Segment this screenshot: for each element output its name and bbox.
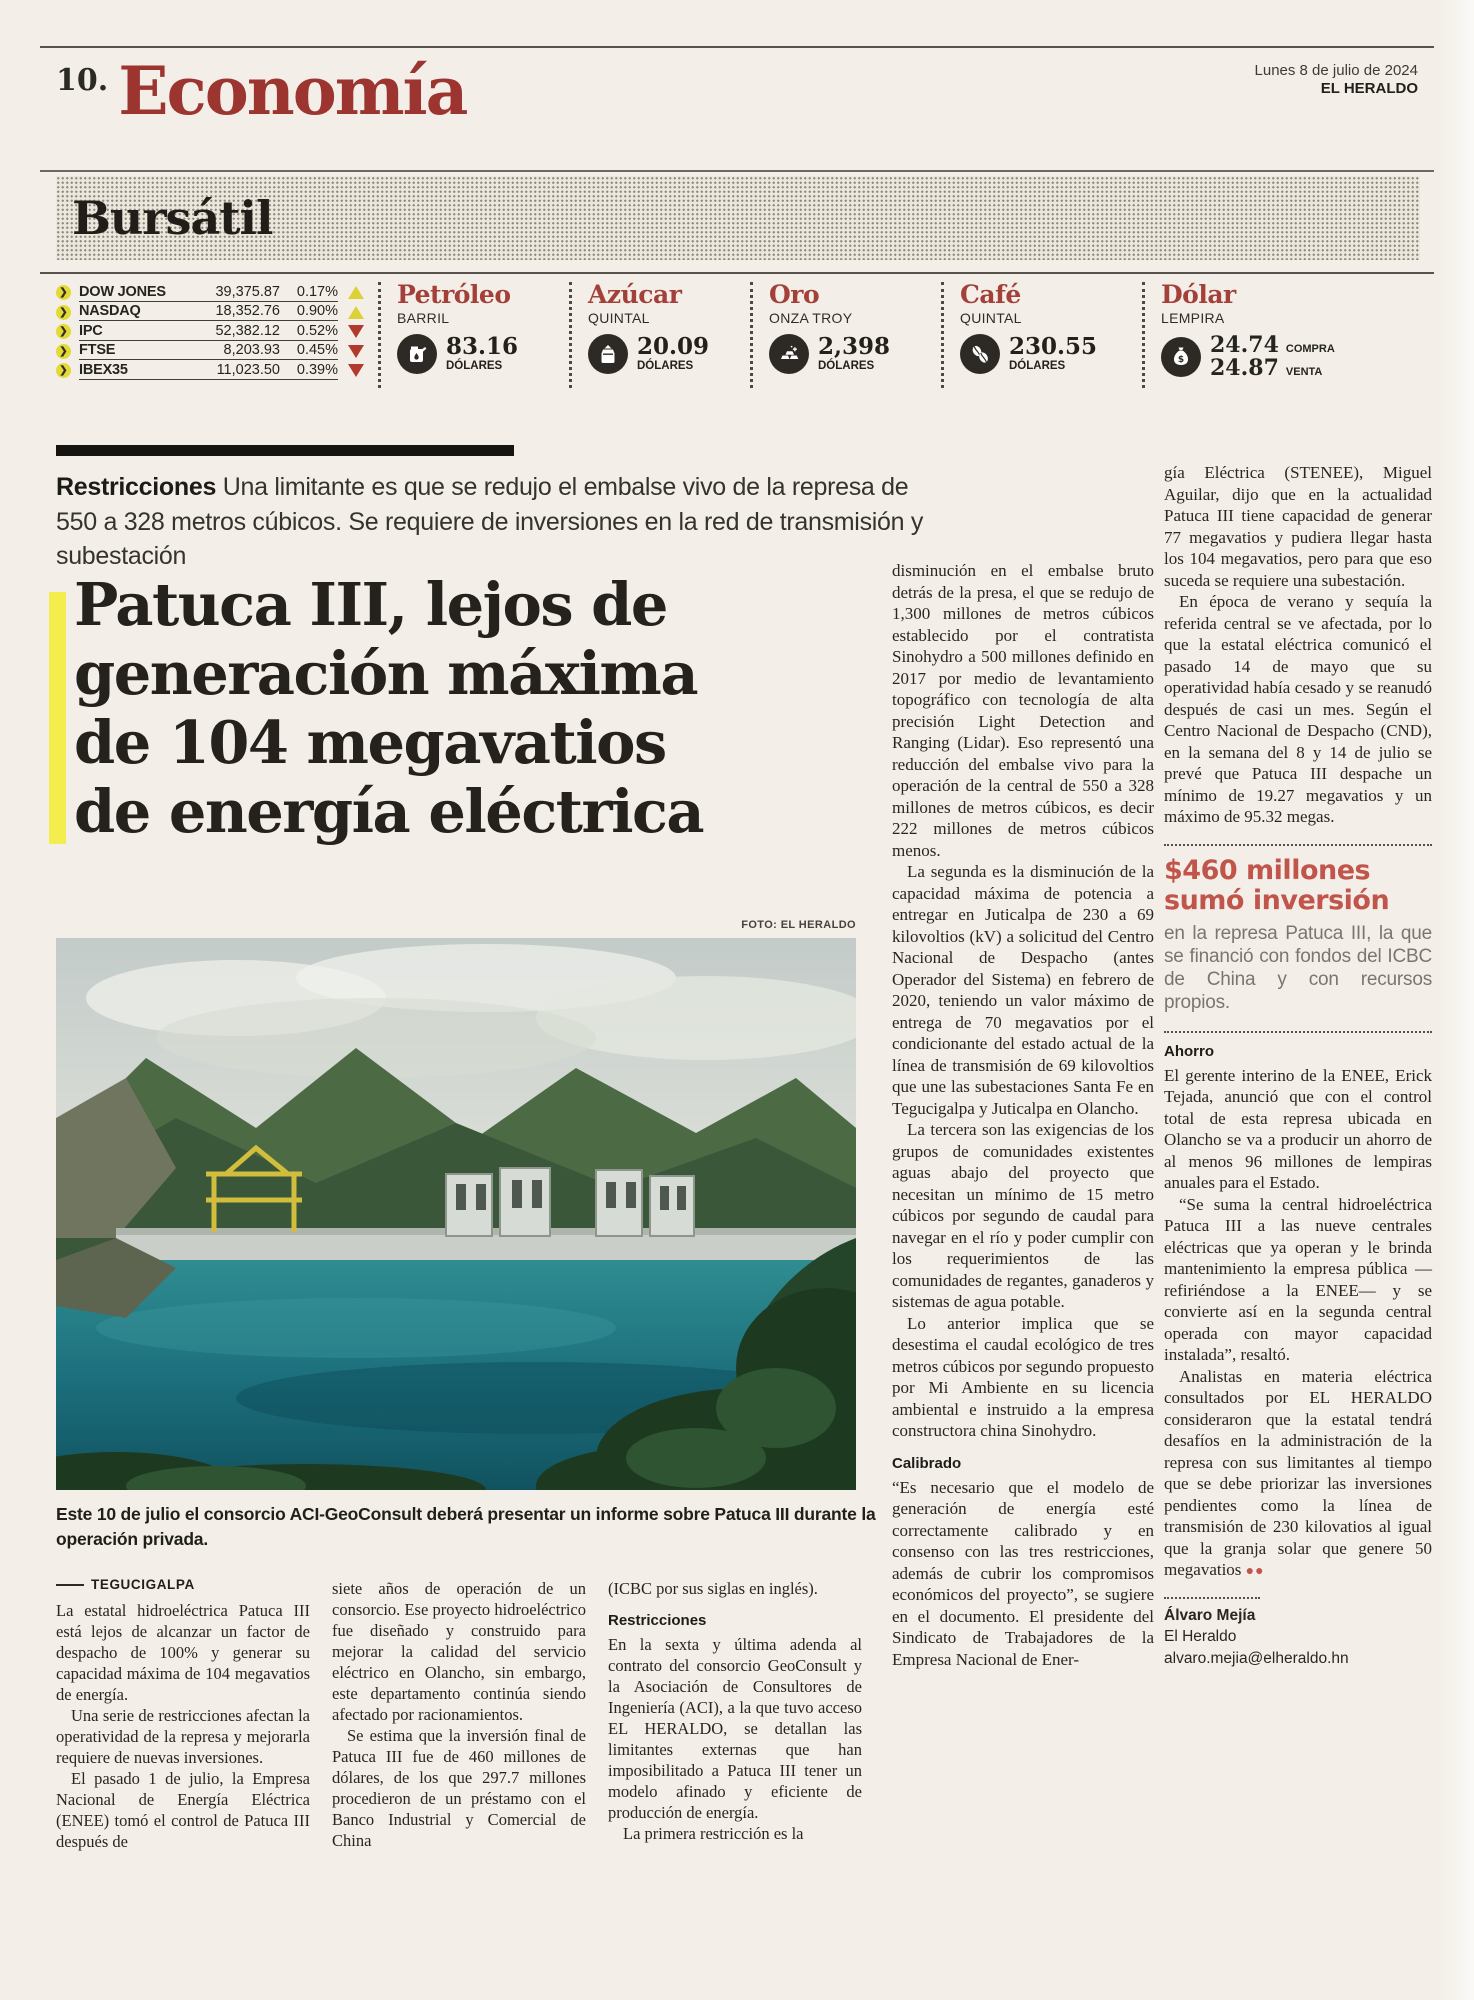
dam-photo bbox=[56, 938, 856, 1490]
index-value: 18,352.76 bbox=[215, 303, 280, 320]
commodity-azucar bbox=[569, 282, 736, 388]
article-column-b bbox=[332, 1578, 586, 1852]
index-change: 0.45% bbox=[296, 342, 338, 359]
top-rule bbox=[40, 46, 1434, 48]
index-value: 39,375.87 bbox=[215, 283, 280, 300]
subhead-restricciones: Restricciones bbox=[608, 1612, 707, 1629]
fx-buy-value: 24.74 bbox=[1210, 332, 1279, 359]
index-change: 0.39% bbox=[296, 361, 338, 378]
markets-strip bbox=[56, 282, 1420, 388]
edition-date: Lunes 8 de julio de 2024 bbox=[1254, 62, 1418, 79]
article-kicker bbox=[56, 470, 940, 574]
chevron-right-icon: ❯ bbox=[56, 363, 71, 378]
index-name: NASDAQ bbox=[79, 303, 141, 320]
table-row bbox=[56, 343, 364, 360]
paragraph: gía Eléctrica (STENEE), Miguel Aguilar, dijo que en la actualidad Patuca III tiene capacidad de generar 77 megavatios y pudiera llegar hasta los 104 megavatios, pero para que eso suceda se requiere una subestación. bbox=[1164, 463, 1432, 590]
paragraph-text: Analistas en materia eléctrica consultados por EL HERALDO consideraron que la estatal tendrá desafíos en la administración de la represa con sus limitantes al tiempo que se debe priorizar las inversiones pendientes como la línea de transmisión de 230 kilovatios al igual que la granja solar que genere 50 megavatios bbox=[1164, 1366, 1432, 1580]
kicker-text: Una limitante es que se redujo el embalse vivo de la represa de 550 a 328 metros cúbicos. Se requiere de inversiones en la red de transmisión y subestación bbox=[56, 473, 924, 570]
index-change: 0.17% bbox=[296, 283, 338, 300]
chevron-right-icon: ❯ bbox=[56, 285, 71, 300]
index-value: 8,203.93 bbox=[223, 342, 280, 359]
header-rule bbox=[40, 170, 1434, 172]
article-column-a bbox=[56, 1578, 310, 1852]
commodity-name: Petróleo bbox=[397, 280, 511, 309]
byline-block bbox=[1164, 1597, 1432, 1670]
headline-line: de energía eléctrica bbox=[74, 777, 704, 847]
commodity-unit: LEMPIRA bbox=[1161, 310, 1225, 327]
chevron-right-icon: ❯ bbox=[56, 344, 71, 359]
commodity-value-label: DÓLARES bbox=[1009, 360, 1066, 373]
commodity-unit: QUINTAL bbox=[588, 310, 650, 327]
bursatil-banner bbox=[56, 176, 1420, 260]
headline-line: Patuca III, lejos de bbox=[74, 570, 667, 639]
commodity-unit: ONZA TROY bbox=[769, 310, 853, 327]
paragraph: (ICBC por sus siglas en inglés). bbox=[608, 1579, 818, 1598]
byline-rule bbox=[1164, 1597, 1260, 1599]
bursatil-title: Bursátil bbox=[72, 191, 273, 245]
paragraph: Se estima que la inversión final de Patuca III fue de 460 millones de dólares, de los que 297.7 millones procedieron de un préstamo con el Banco Industrial y Comercial de China bbox=[332, 1726, 586, 1850]
commodity-value-label: DÓLARES bbox=[637, 360, 694, 373]
article-column-c bbox=[608, 1578, 862, 1852]
commodity-value-label: DÓLARES bbox=[818, 360, 875, 373]
chevron-right-icon: ❯ bbox=[56, 324, 71, 339]
kicker-word: Restricciones bbox=[56, 473, 217, 501]
index-name: DOW JONES bbox=[79, 283, 166, 300]
paper-name: EL HERALDO bbox=[1320, 80, 1418, 97]
paragraph: El pasado 1 de julio, la Empresa Nacional de Energía Eléctrica (ENEE) tomó el control de Patuca III después de bbox=[56, 1768, 310, 1851]
index-name: IBEX35 bbox=[79, 361, 128, 378]
trend-arrow-icon bbox=[348, 364, 364, 377]
dateline-dash bbox=[56, 1584, 84, 1586]
table-row bbox=[56, 323, 364, 340]
trend-arrow-icon bbox=[348, 286, 364, 299]
investment-callout bbox=[1164, 844, 1432, 1033]
stock-indices-table bbox=[56, 282, 364, 388]
paragraph bbox=[1164, 1366, 1432, 1583]
commodity-unit: QUINTAL bbox=[960, 310, 1022, 327]
photo-caption: Este 10 de julio el consorcio ACI-GeoConsult deberá presentar un informe sobre Patuca III durante la operación privada. bbox=[56, 1504, 876, 1550]
paragraph: El gerente interino de la ENEE, Erick Tejada, anunció que con el control total de esta represa ubicada en Olancho se va a producir un ahorro de al menos 96 millones de lempiras anuales para el Estado. bbox=[1164, 1065, 1432, 1193]
commodity-value-label: DÓLARES bbox=[446, 360, 503, 373]
index-value: 52,382.12 bbox=[215, 322, 280, 339]
paragraph: Una serie de restricciones afectan la operatividad de la represa y mejorarla requiere de nuevas inversiones. bbox=[56, 1705, 310, 1767]
byline-author: Álvaro Mejía bbox=[1164, 1606, 1256, 1624]
index-name: FTSE bbox=[79, 342, 116, 359]
fx-buy-label: COMPRA bbox=[1285, 343, 1335, 356]
commodity-value: 230.55 bbox=[1009, 333, 1098, 361]
paragraph: La primera restricción es la bbox=[623, 1824, 804, 1843]
coffee-beans-icon bbox=[960, 334, 1000, 374]
callout-title-line: sumó inversión bbox=[1164, 884, 1390, 916]
page-header bbox=[56, 52, 1418, 130]
commodity-value: 2,398 bbox=[818, 333, 891, 361]
sugar-sack-icon bbox=[588, 334, 628, 374]
subhead-calibrado: Calibrado bbox=[892, 1454, 962, 1472]
paragraph: “Se suma la central hidroeléctrica Patuca III a las nueve centrales eléctricas que ya operan y le brinda mantenimiento la empresa pública —refiriéndose a la ENEE— y se convierte así en la segunda central operada con mayor capacidad instalada”, resaltó. bbox=[1164, 1194, 1432, 1365]
paragraph: En la sexta y última adenda al contrato del consorcio GeoConsult y la Asociación de Consultores de Ingeniería (ACI), a la que tuvo acceso EL HERALDO, se detallan las limitantes externas que han imposibilitado a Patuca III tener un modelo afinado y eficiente de producción de energía. bbox=[608, 1635, 862, 1822]
gold-bars-icon bbox=[769, 334, 809, 374]
fx-sell-value: 24.87 bbox=[1210, 355, 1279, 382]
article-end-mark: ●● bbox=[1245, 1564, 1265, 1580]
dateline-city: TEGUCIGALPA bbox=[91, 1577, 195, 1592]
paragraph: Lo anterior implica que se desestima el caudal ecológico de tres metros cúbicos por segundo propuesto por Mi Ambiente en su licencia ambiental e instruido a la empresa constructora china Sinohydro. bbox=[892, 1313, 1154, 1440]
callout-body: en la represa Patuca III, la que se financió con fondos del ICBC de China y con recursos propios. bbox=[1164, 922, 1432, 1014]
commodity-cafe bbox=[941, 282, 1128, 388]
header-meta bbox=[1255, 62, 1418, 97]
commodity-oro bbox=[750, 282, 927, 388]
dam-photo-illustration bbox=[56, 938, 856, 1490]
trend-arrow-icon bbox=[348, 345, 364, 358]
dateline bbox=[56, 1578, 310, 1592]
trend-arrow-icon bbox=[348, 306, 364, 319]
commodity-name: Café bbox=[960, 280, 1021, 309]
commodity-name: Azúcar bbox=[588, 280, 682, 309]
yellow-highlight-mark bbox=[49, 592, 66, 844]
paragraph: disminución en el embalse bruto detrás de la presa, el que se redujo de 1,300 millones de metros cúbicos establecido por el contratista Sinohydro a 500 millones definido en 2017 por medio de levantamiento topográfico con tecnología de alta precisión Light Detection and Ranging (Lidar). Eso representó una reducción del embalse vivo para la operación de la central de 550 a 328 millones de metros cúbicos, es decir 222 millones de metros cúbicos menos. bbox=[892, 561, 1154, 860]
commodity-unit: BARRIL bbox=[397, 310, 450, 327]
money-bag-icon bbox=[1161, 337, 1201, 377]
chevron-right-icon: ❯ bbox=[56, 305, 71, 320]
fx-sell-label: VENTA bbox=[1285, 366, 1323, 379]
markets-rule bbox=[40, 272, 1434, 274]
callout-title-line: $460 millones bbox=[1164, 854, 1371, 886]
index-value: 11,023.50 bbox=[216, 361, 280, 378]
headline-line: de 104 megavatios bbox=[74, 708, 666, 778]
article-headline bbox=[74, 570, 754, 846]
table-row bbox=[56, 284, 364, 301]
photo-credit: FOTO: EL HERALDO bbox=[741, 919, 856, 931]
paragraph: “Es necesario que el modelo de generación de energía esté correctamente calibrado y en consenso con las tres restricciones, además de cubrir los compromisos económicos del proyecto”, se sugiere en el documento. El presidente del Sindicato de Trabajadores de la Empresa Nacional de Ener- bbox=[892, 1477, 1154, 1669]
index-name: IPC bbox=[79, 322, 103, 339]
fuel-can-icon bbox=[397, 334, 437, 374]
byline-email: alvaro.mejia@elheraldo.hn bbox=[1164, 1649, 1349, 1667]
commodity-value: 20.09 bbox=[637, 333, 710, 361]
page-number: 10. bbox=[56, 63, 109, 98]
article-column-middle bbox=[892, 560, 1154, 1890]
commodity-name: Oro bbox=[769, 280, 820, 309]
paragraph: En época de verano y sequía la referida central se ve afectada, por lo que la estatal eléctrica comunicó el pasado 14 de mayo que su operatividad había cesado y se reanudó después de casi un mes. Según el Centro Nacional de Despacho (CND), en la semana del 8 y 14 de julio se prevé que Patuca III despache un mínimo de 19.27 megavatios y un máximo de 95.32 megas. bbox=[1164, 592, 1432, 826]
trend-arrow-icon bbox=[348, 325, 364, 338]
article-column-right bbox=[1164, 462, 1432, 1982]
index-change: 0.90% bbox=[296, 303, 338, 320]
article-divider-bar bbox=[56, 445, 514, 456]
paragraph: La estatal hidroeléctrica Patuca III está lejos de alcanzar un factor de despacho de 100% y generar su capacidad máxima de 104 megavatios de energía. bbox=[56, 1600, 310, 1704]
paragraph: La tercera son las exigencias de los grupos de comunidades existentes aguas abajo del proyecto que necesitan un mínimo de 15 metro cúbicos por segundo de caudal para navegar en el río y poder cumplir con los requerimientos de las comunidades de regantes, ganaderos y sistemas de agua potable. bbox=[892, 1120, 1154, 1311]
article-bottom-columns bbox=[56, 1578, 864, 1852]
callout-title bbox=[1164, 856, 1432, 916]
commodity-dolar bbox=[1142, 282, 1385, 388]
byline-organization: El Heraldo bbox=[1164, 1628, 1237, 1646]
paragraph: La segunda es la disminución de la capacidad máxima de potencia a entregar en Juticalpa de 230 a 69 kilovoltios (kV) a solicitud del Centro Nacional de Despacho (antes Operador del Sistema) en febrero de 2020, teniendo un valor máximo de entrega de 70 megavatios por el condicionante del estado actual de la línea de transmisión de 69 kilovoltios que une las subestaciones Santa Fe en Tegucigalpa y Juticalpa en Olancho. bbox=[892, 862, 1154, 1118]
svg-text:$: $ bbox=[1177, 355, 1185, 366]
subhead-ahorro: Ahorro bbox=[1164, 1042, 1214, 1060]
commodity-name: Dólar bbox=[1161, 280, 1236, 309]
commodity-petroleo bbox=[378, 282, 555, 388]
table-row bbox=[56, 362, 364, 379]
headline-line: generación máxima bbox=[74, 639, 698, 709]
table-row bbox=[56, 304, 364, 321]
paragraph: siete años de operación de un consorcio. Ese proyecto hidroeléctrico fue diseñado y construido para mejorar la calidad del servicio eléctrico en Olancho, sin embargo, este departamento continúa siendo afectado por racionamientos. bbox=[332, 1579, 586, 1724]
commodity-value: 83.16 bbox=[446, 333, 519, 361]
section-title: Economía bbox=[118, 52, 467, 130]
index-change: 0.52% bbox=[296, 322, 338, 339]
